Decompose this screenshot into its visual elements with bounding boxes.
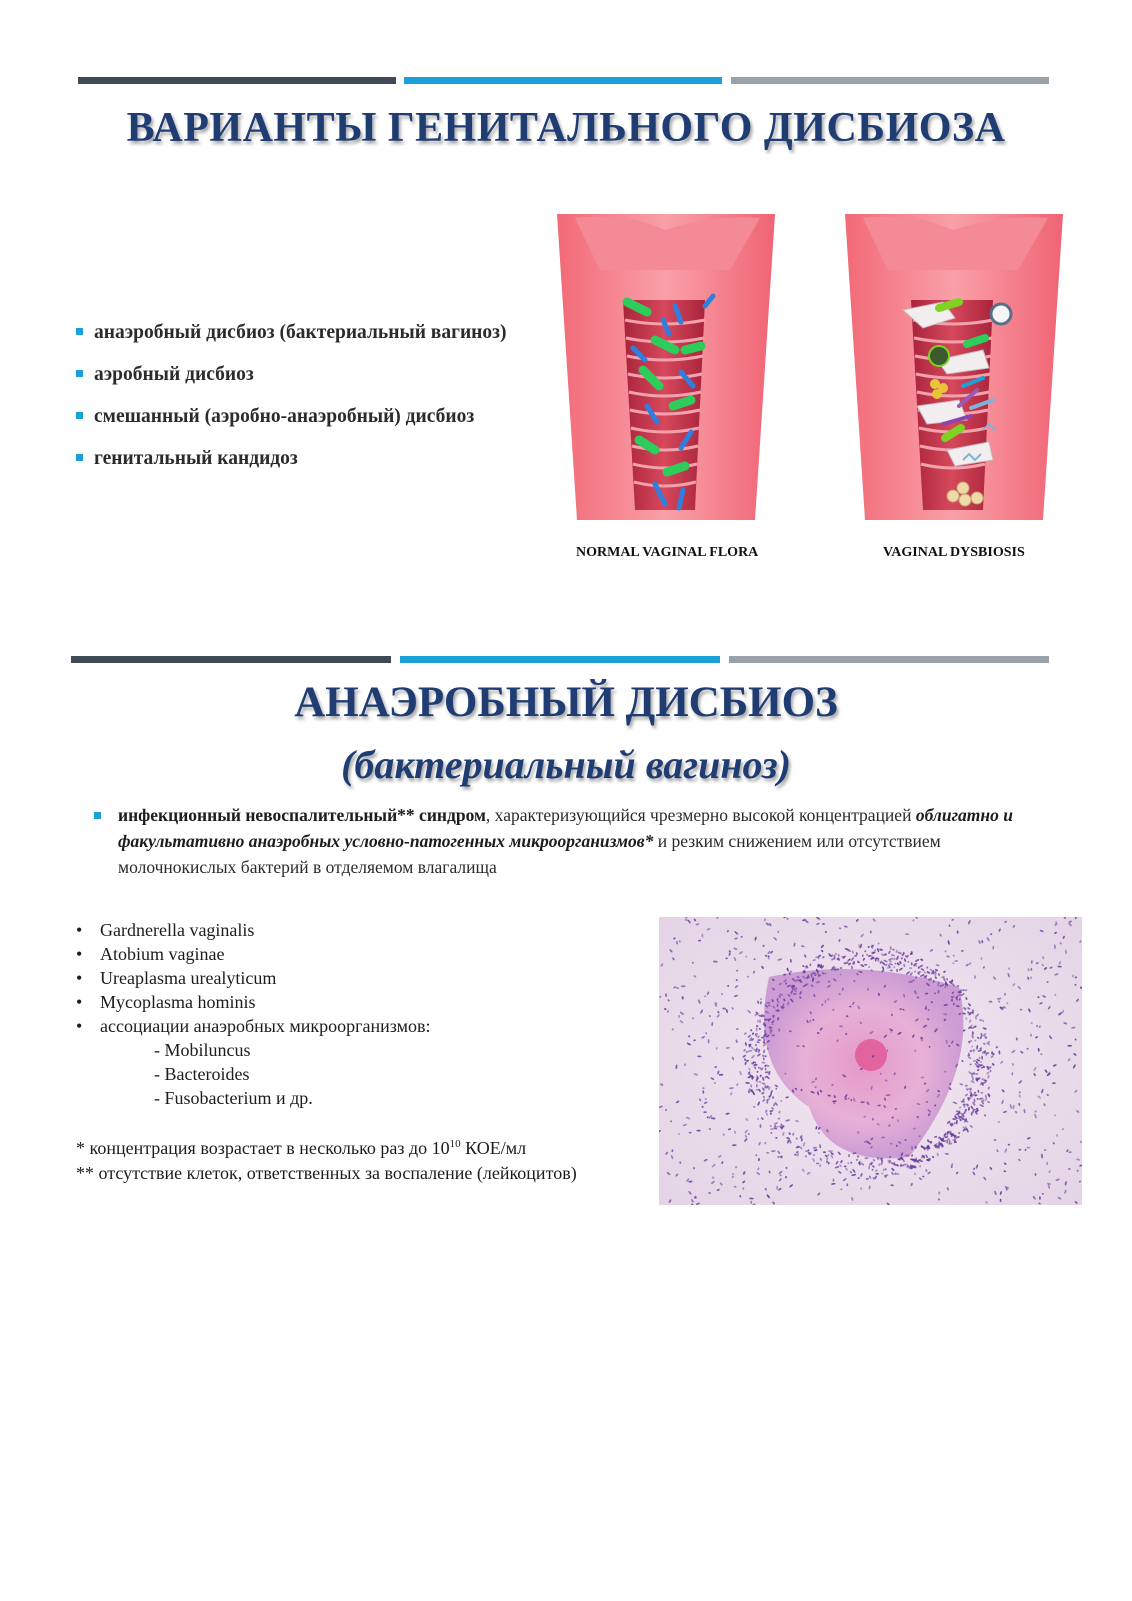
slide2-title: АНАЭРОБНЫЙ ДИСБИОЗ [294, 679, 838, 726]
bacterium-dot [678, 1015, 680, 1018]
list-item: генитальный кандидоз [76, 448, 507, 490]
list-item: • Mycoplasma hominis [76, 992, 256, 1012]
bacterium-dot [725, 957, 727, 959]
bacterium-dot [1011, 1072, 1013, 1075]
slide2-subtitle: (бактериальный вагиноз) [341, 742, 791, 787]
bacterium-dot [1008, 1144, 1010, 1146]
list-item: аэробный дисбиоз [76, 364, 507, 406]
bacterium-dot [893, 966, 895, 968]
square-bullet-icon [76, 328, 83, 335]
caption-normal-flora: NORMAL VAGINAL FLORA [576, 545, 759, 560]
bacterium-dot [1039, 1196, 1041, 1200]
bullet-dot-icon: • [76, 992, 83, 1012]
organisms-list [76, 918, 431, 1038]
list-item: • Ureaplasma urealyticum [76, 968, 277, 988]
bullet-dot-icon: • [76, 968, 83, 988]
caption-vaginal-dysbiosis: VAGINAL DYSBIOSIS [883, 545, 1025, 560]
bacterium-dot [904, 1139, 906, 1141]
list-item: - Fusobacterium и др. [154, 1088, 313, 1108]
list-item: - Bacteroides [154, 1064, 250, 1084]
footnotes [76, 1132, 577, 1186]
list-item: анаэробный дисбиоз (бактериальный вагиноз) [76, 322, 507, 364]
square-bullet-icon [94, 812, 101, 819]
bullet-dot-icon: • [76, 1016, 83, 1036]
header-bar-blue [404, 77, 722, 84]
header-bar-dark [78, 77, 396, 84]
bacterium-dot [1027, 1147, 1031, 1149]
list-item: • Gardnerella vaginalis [76, 920, 255, 940]
bullet-dot-icon: • [76, 920, 83, 940]
definition-paragraph: инфекционный невоспалительный** синдром, характеризующийся чрезмерно высокой концентрацией облигатно и факультативно анаэробных условно-патогенных микроорганизмов* и резким снижением или отсутствием молочнокислых бактерий в отделяемом влагалища [94, 802, 1054, 880]
bacterium-dot [749, 1089, 751, 1091]
normal-flora-illustration [555, 210, 777, 528]
bacterium-dot [1035, 1173, 1037, 1176]
clue-cell-micrograph [659, 917, 1082, 1205]
slide1-title: ВАРИАНТЫ ГЕНИТАЛЬНОГО ДИСБИОЗА [126, 105, 1006, 151]
dysbiosis-variants-list [76, 322, 507, 490]
list-item: • ассоциации анаэробных микроорганизмов: [76, 1016, 431, 1036]
bullet-dot-icon: • [76, 944, 83, 964]
list-item: смешанный (аэробно-анаэробный) дисбиоз [76, 406, 507, 448]
square-bullet-icon [76, 454, 83, 461]
header-bar-blue [400, 656, 720, 663]
list-item: - Mobiluncus [154, 1040, 251, 1060]
footnote-no-leukocytes: ** отсутствие клеток, ответственных за воспаление (лейкоцитов) [76, 1163, 577, 1183]
bacterium-dot [833, 1179, 835, 1182]
square-bullet-icon [76, 370, 83, 377]
header-bar-dark [71, 656, 391, 663]
bacterium-dot [766, 1152, 769, 1154]
anaerobe-association-list [154, 1038, 313, 1110]
dysbiosis-illustration [843, 210, 1065, 528]
header-bar-gray [731, 77, 1049, 84]
bacterium-dot [952, 1118, 956, 1120]
list-item: • Atobium vaginae [76, 944, 225, 964]
bacterium-dot [1000, 1199, 1002, 1202]
footnote-concentration: * концентрация возрастает в несколько раз до $10^{10}$ КОЕ/мл [76, 1138, 527, 1158]
header-bar-gray [729, 656, 1049, 663]
square-bullet-icon [76, 412, 83, 419]
